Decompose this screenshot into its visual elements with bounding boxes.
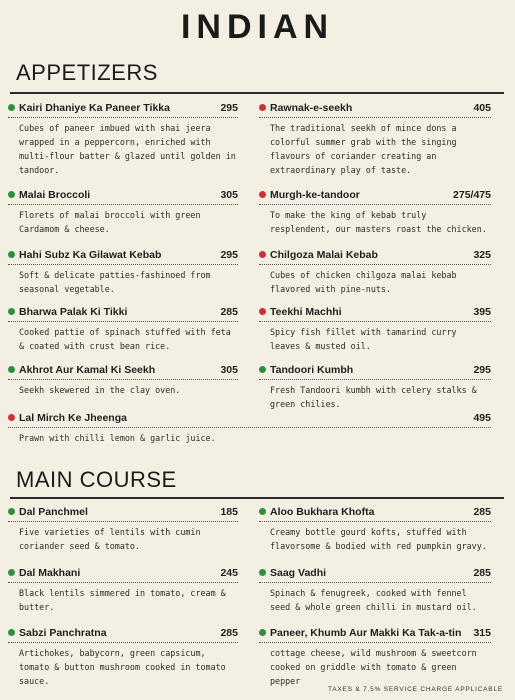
item-name: Tandoori Kumbh [270, 364, 354, 376]
diet-indicator-icon [259, 569, 266, 576]
item-description: Seekh skewered in the clay oven. [19, 385, 181, 395]
item-name: Dal Makhani [19, 567, 81, 579]
item-price: 395 [473, 306, 491, 318]
item-description: cottage cheese, wild mushroom & sweetcorn cooked on griddle with tomato & green pepper [270, 648, 477, 686]
diet-indicator-icon [8, 629, 15, 636]
item-description: Five varieties of lentils with cumin coriander seed & tomato. [19, 527, 201, 551]
diet-indicator-icon [259, 251, 266, 258]
item-price: 495 [473, 412, 491, 424]
item-name: Malai Broccoli [19, 189, 91, 201]
menu-item [8, 189, 238, 236]
menu-item [8, 627, 238, 688]
item-description: Prawn with chilli lemon & garlic juice. [19, 433, 216, 443]
item-price: 285 [473, 506, 491, 518]
item-name: Paneer, Khumb Aur Makki Ka Tak-a-tin [270, 627, 462, 639]
menu-item [259, 306, 491, 353]
diet-indicator-icon [8, 251, 15, 258]
item-description: The traditional seekh of mince dons a colorful summer grab with the singing flavours of coriander creating an extraordinary play of taste. [270, 123, 457, 175]
menu-item [8, 249, 238, 296]
item-description: Fresh Tandoori kumbh with celery stalks & green chilies. [270, 385, 477, 409]
item-description: Creamy bottle gourd kofts, stuffed with flavorsome & bodied with red pumpkin gravy. [270, 527, 487, 551]
item-price: 285 [220, 627, 238, 639]
item-name: Lal Mirch Ke Jheenga [19, 412, 127, 424]
diet-indicator-icon [259, 191, 266, 198]
diet-indicator-icon [259, 366, 266, 373]
item-name: Bharwa Palak Ki Tikki [19, 306, 128, 318]
diet-indicator-icon [8, 366, 15, 373]
service-charge-note: TAXES & 7.5% SERVICE CHARGE APPLICABLE [327, 686, 503, 693]
section-divider [10, 497, 504, 499]
menu-item [259, 627, 491, 688]
item-name: Chilgoza Malai Kebab [270, 249, 378, 261]
item-price: 315 [473, 627, 491, 639]
item-name: Saag Vadhi [270, 567, 327, 579]
diet-indicator-icon [8, 104, 15, 111]
diet-indicator-icon [8, 414, 15, 421]
item-price: 285 [473, 567, 491, 579]
item-description: Florets of malai broccoli with green Cardamom & cheese. [19, 210, 201, 234]
menu-item [259, 364, 491, 411]
item-name: Akhrot Aur Kamal Ki Seekh [19, 364, 156, 376]
diet-indicator-icon [8, 508, 15, 515]
item-name: Dal Panchmel [19, 506, 88, 518]
item-price: 295 [473, 364, 491, 376]
diet-indicator-icon [259, 308, 266, 315]
diet-indicator-icon [8, 191, 15, 198]
item-description: Artichokes, babycorn, green capsicum, tomato & button mushroom cooked in tomato sauce. [19, 648, 226, 686]
section-heading-appetizers: APPETIZERS [16, 60, 158, 85]
item-price: 295 [220, 249, 238, 261]
menu-item [8, 364, 238, 397]
menu-title: INDIAN [180, 8, 335, 46]
item-description: Black lentils simmered in tomato, cream & butter. [19, 588, 226, 612]
menu-item [259, 506, 491, 553]
item-description: Spicy fish fillet with tamarind curry leaves & musted oil. [270, 327, 457, 351]
diet-indicator-icon [259, 104, 266, 111]
item-description: To make the king of kebab truly resplendent, our masters roast the chicken. [270, 210, 487, 234]
item-price: 185 [220, 506, 238, 518]
item-description: Cubes of chicken chilgoza malai kebab flavored with pine-nuts. [270, 270, 457, 294]
menu-item [8, 412, 491, 445]
item-name: Kairi Dhaniye Ka Paneer Tikka [19, 102, 170, 114]
item-price: 275/475 [453, 189, 491, 201]
menu-item [259, 249, 491, 296]
menu-item [259, 567, 491, 614]
menu-item [8, 567, 238, 614]
menu-item [8, 306, 238, 353]
item-description: Spinach & fenugreek, cooked with fennel seed & whole green chilli in mustard oil. [270, 588, 477, 612]
item-price: 305 [220, 364, 238, 376]
menu-item [259, 189, 491, 236]
item-price: 325 [473, 249, 491, 261]
menu-item [259, 102, 491, 177]
diet-indicator-icon [8, 308, 15, 315]
diet-indicator-icon [8, 569, 15, 576]
item-price: 405 [473, 102, 491, 114]
diet-indicator-icon [259, 629, 266, 636]
item-description: Cooked pattie of spinach stuffed with feta & coated with crust bean rice. [19, 327, 231, 351]
item-price: 295 [220, 102, 238, 114]
item-name: Teekhi Machhi [270, 306, 342, 318]
item-name: Murgh-ke-tandoor [270, 189, 360, 201]
menu-item [8, 102, 238, 177]
diet-indicator-icon [259, 508, 266, 515]
section-divider [10, 92, 504, 94]
section-heading-main-course: MAIN COURSE [16, 467, 177, 492]
item-description: Soft & delicate patties-fashinoed from seasonal vegetable. [19, 270, 211, 294]
item-price: 285 [220, 306, 238, 318]
menu-item [8, 506, 238, 553]
item-description: Cubes of paneer imbued with shai jeera wrapped in a peppercorn, enriched with multi-flour batter & glazed until golden in tandoor. [19, 123, 236, 175]
item-price: 245 [220, 567, 238, 579]
item-name: Sabzi Panchratna [19, 627, 107, 639]
item-price: 305 [220, 189, 238, 201]
item-name: Hahi Subz Ka Gilawat Kebab [19, 249, 162, 261]
item-name: Rawnak-e-seekh [270, 102, 353, 114]
item-name: Aloo Bukhara Khofta [270, 506, 375, 518]
